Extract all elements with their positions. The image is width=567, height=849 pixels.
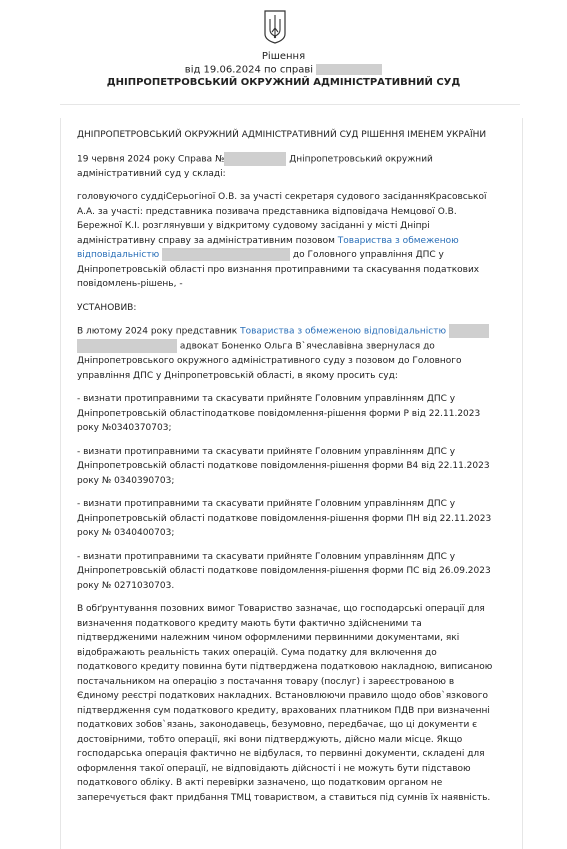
paragraph-date: 19 червня 2024 року Справа № Дніпропетровський окружний адміністративний суд у складі:: [77, 152, 497, 182]
document-body: [60, 118, 523, 849]
decision-date-case: від 19.06.2024 по справі: [0, 64, 567, 77]
claim-item: - визнати протиправними та скасувати прийняте Головним управлінням ДПС у Дніпропетровській областіподаткове повідомлення-рішення форми Р від 22.11.2023 року №0340370703;: [77, 394, 481, 433]
paragraph-justification: В обґрунтування позовних вимог Товариство зазначає, що господарські операції для визначення податкового кредиту мають бути фактично здійсненими та підтвердженими належним чином оформленими первинними документами, які відображають реальність таких операцій. Сума податку для включення до податкового кредиту повинна бути підтверджена податковою накладною, виписаною постачальником на операцію з постачання товару (послуг) і зареєстрованою в Єдиному реєстрі податкових накладних. Встановлюючи правило щодо обов`язкового підтвердження сум податкового кредиту, врахованих платником ПДВ при визначенні податкових зобов`язань, законодавець, безумовно, передбачає, що ці документи є достовірними, тобто операції, які вони підтверджують, дійсно мали місце. Якщо господарська операція фактично не відбулася, то первинні документи, складені для оформлення такої операції, не відповідають дійсності і не можуть бути підставою податкового обліку. В акті перевірки зазначено, що податковим органом не заперечується факт придбання ТМЦ товариством, а ставиться під сумнів їх наявність.: [77, 604, 493, 803]
redacted-case-number: [224, 152, 286, 166]
paragraph-intro: ДНІПРОПЕТРОВСЬКИЙ ОКРУЖНИЙ АДМІНІСТРАТИВНИЙ СУД РІШЕННЯ ІМЕНЕМ УКРАЇНИ: [77, 130, 487, 140]
claim-item: - визнати протиправними та скасувати прийняте Головним управлінням ДПС у Дніпропетровській області податкове повідомлення-рішення форми В4 від 22.11.2023 року № 0340390703;: [77, 446, 490, 486]
redacted-company-name: [77, 339, 177, 353]
redacted-company-name: [162, 248, 290, 261]
court-name: ДНІПРОПЕТРОВСЬКИЙ ОКРУЖНИЙ АДМІНІСТРАТИВНИЙ СУД: [106, 77, 461, 88]
company-link[interactable]: Товариства з обмеженою відповідальністю: [77, 235, 459, 260]
document-header: [0, 0, 567, 118]
redacted-company-name: [449, 324, 489, 338]
section-heading-established: УСТАНОВИВ:: [77, 302, 137, 313]
paragraph-composition: головуючого суддіСерьогіної О.В. за участі секретаря судового засіданняКрасовської А.А. за участі: представника позивача представника відповідача Немцової О.В. Бережної К.І. розглянувши у відкритому судовому засіданні у місті Дніпрі адміністративну справу за адміністративним позовом Товариства з обмеженою відповідальністю до Головного управління ДПС у Дніпропетровській області про визнання протиправними та скасування податкових повідомлень-рішень, -: [77, 192, 487, 289]
claim-item: - визнати протиправними та скасувати прийняте Головним управлінням ДПС у Дніпропетровській області податкове повідомлення-рішення форми ПС від 26.09.2023 року № 0271030703.: [77, 551, 491, 591]
decision-title: Рішення: [261, 51, 306, 62]
company-link[interactable]: Товариства з обмеженою відповідальністю: [240, 326, 447, 337]
claim-item: - визнати протиправними та скасувати прийняте Головним управлінням ДПС у Дніпропетровській області податкове повідомлення-рішення форми ПН від 22.11.2023 року № 0340400703;: [77, 499, 492, 538]
paragraph-claim: В лютому 2024 року представник Товариства з обмеженою відповідальністю адвокат Боненко Ольга В`ячеславівна звернулася до Дніпропетровського окружного адміністративного суду з позовом до Головного управління ДПС у Дніпропетровській області, в якому просить суд:: [77, 324, 497, 383]
divider: [60, 104, 520, 105]
redacted-case-number: [316, 64, 382, 75]
coat-of-arms-icon: [264, 10, 286, 44]
